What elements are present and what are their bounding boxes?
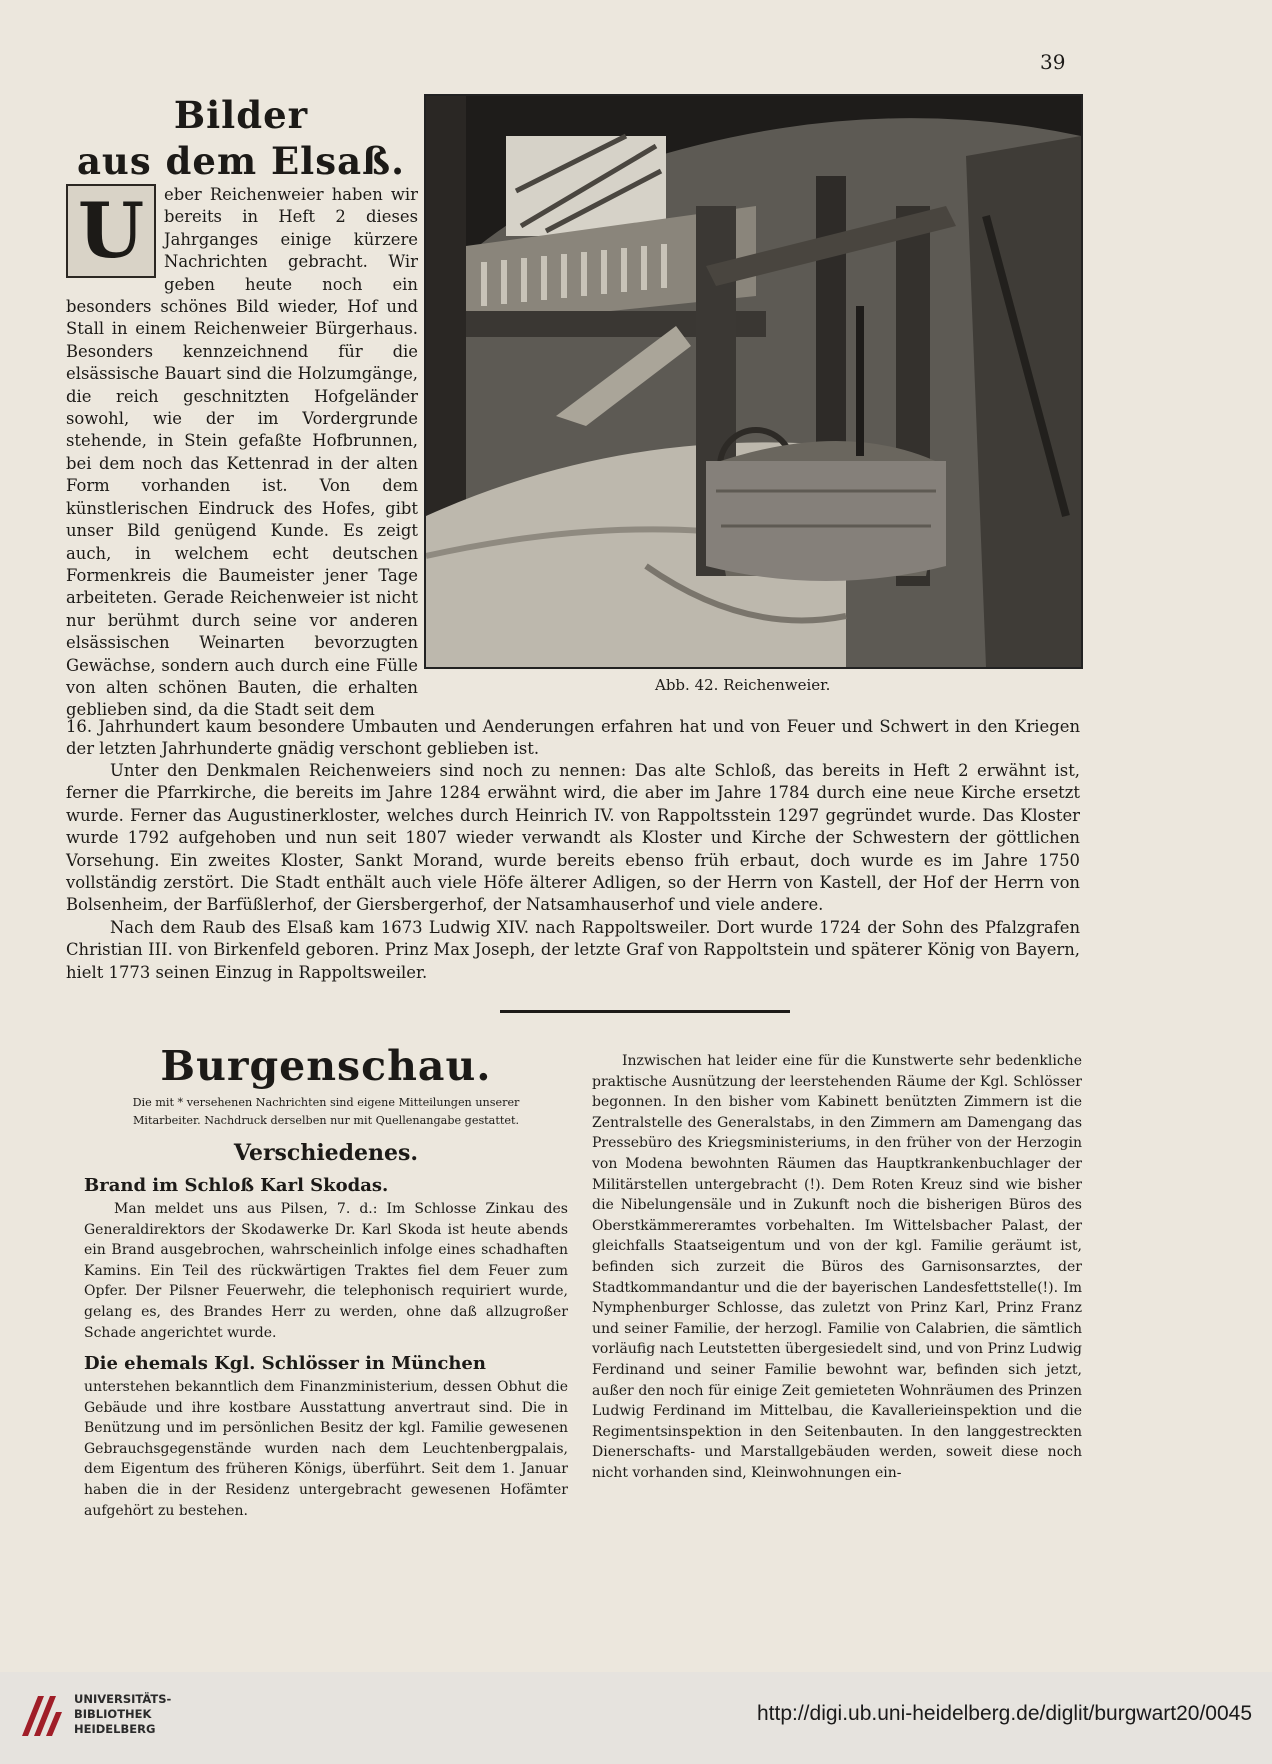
subsection-title: Verschiedenes. xyxy=(233,1140,419,1166)
news-text-2: unterstehen bekanntlich dem Finanzministerium, dessen Obhut die Gebäude und ihre kostbare Ausstattung anvertraut sind. Die in Benützung und im persönlichen Besitz der kgl. Familie gewesenen Gebrauchsgegenstände wurden nach dem Leuchtenbergpalais, dem Eigentum des früheren Königs, überführt. Seit dem 1. Januar haben die in der Residenz untergebracht gewesenen Hofämter aufgehört zu bestehen. xyxy=(84,1379,568,1519)
news-heading-2: Die ehemals Kgl. Schlösser in München xyxy=(84,1353,486,1374)
article-continuation: 16. Jahrhundert kaum besondere Umbauten und Aenderungen erfahren hat und von Feuer und Schwert in den Kriegen der letzten Jahrhunderte gnädig verschont geblieben ist. xyxy=(66,717,1080,759)
article-paragraph-3: Nach dem Raub des Elsaß kam 1673 Ludwig XIV. nach Rappoltsweiler. Dort wurde 1724 der Sohn des Pfalzgrafen Christian III. von Birkenfeld geboren. Prinz Max Joseph, der letzte Graf von Rappoltstein und späterer König von Bayern, hielt 1773 seinen Einzug in Rappoltsweiler. xyxy=(66,918,1080,982)
decorative-initial: U xyxy=(66,184,156,278)
courtyard-photo xyxy=(424,94,1083,669)
article-title-line2: aus dem Elsaß. xyxy=(76,139,406,183)
photo-caption: Abb. 42. Reichenweier. xyxy=(655,676,831,694)
library-name-line2: BIBLIOTHEK xyxy=(74,1707,152,1721)
article-paragraph-2: Unter den Denkmalen Reichenweiers sind noch zu nennen: Das alte Schloß, das bereits in Heft 2 erwähnt ist, ferner die Pfarrkirche, die bereits im Jahre 1284 erwähnt wird, die aber im Jahre 1784 durch eine neue Kirche ersetzt wurde. Ferner das Augustinerkloster, welches durch Heinrich IV. von Rappoltsstein 1297 gegründet wurde. Das Kloster wurde 1792 aufgehoben und nun seit 1807 wieder verwandt als Kloster und Kirche der Schwestern der göttlichen Vorsehung. Ein zweites Kloster, Sankt Morand, wurde bereits ebenso früh erbaut, doch wurde es im Jahre 1750 vollständig zerstört. Die Stadt enthält auch viele Höfe älterer Adligen, so der Herrn von Kastell, der Hof der Herrn von Bolsenheim, der Barfüßlerhof, der Giersbergerhof, der Natsamhauserhof und viele andere. xyxy=(66,761,1080,915)
editorial-note-line1: Die mit * versehenen Nachrichten sind eigene Mitteilungen unserer xyxy=(132,1096,520,1109)
section-divider xyxy=(500,1010,790,1013)
source-url-link[interactable]: http://digi.ub.uni-heidelberg.de/diglit/burgwart20/0045 xyxy=(756,1702,1252,1725)
courtyard-illustration xyxy=(426,96,1081,667)
library-name-line1: UNIVERSITÄTS- xyxy=(74,1692,172,1706)
intro-text: eber Reichenweier haben wir bereits in Heft 2 dieses Jahrganges einige kürzere Nachrichten gebracht. Wir geben heute noch ein besonders schönes Bild wieder, Hof und Stall in einem Reichenweier Bürgerhaus. Besonders kennzeichnend für die elsässische Bauart sind die Holzumgänge, die reich geschnitzten Hofgeländer sowohl, wie der im Vordergrunde stehende, in Stein gefaßte Hofbrunnen, bei dem noch das Kettenrad in der alten Form vorhanden ist. Von dem künstlerischen Eindruck des Hofes, gibt unser Bild genügend Kunde. Es zeigt auch, in welchem echt deutschen Formenkreis die Baumeister jener Tage arbeiteten. Gerade Reichenweier ist nicht nur berühmt durch seine vor anderen elsässischen Weinarten bevorzugten Gewächse, sondern auch durch eine Fülle von alten schönen Bauten, die erhalten geblieben sind, da die Stadt seit dem xyxy=(66,185,418,720)
section-title: Burgenschau. xyxy=(160,1042,492,1090)
news-text-right-column: Inzwischen hat leider eine für die Kunstwerte sehr bedenkliche praktische Ausnützung der leerstehenden Räume der Kgl. Schlösser begonnen. In den bisher vom Kabinett benützten Zimmern ist die Zentralstelle des Generalstabs, in den Zimmern am Damengang das Pressebüro des Kriegsministeriums, in den früher von der Herzogin von Modena bewohnten Räumen das Hauptkrankenbuchlager der Militärstellen untergebracht (!). Dem Roten Kreuz sind wie bisher die Nibelungensäle und in Zukunft noch die bisherigen Büros des Oberstkämmereramtes vorbehalten. Im Wittelsbacher Palast, der gleichfalls Staatseigentum und von der kgl. Familie geräumt ist, befinden sich zurzeit die Büros des Garnisonsarztes, der Stadtkommandantur und die der bayerischen Landesfettstelle(!). Im Nymphenburger Schlosse, das zuletzt von Prinz Karl, Prinz Franz und seiner Familie, der herzogl. Familie von Calabrien, die sämtlich vorläufig nach Leutstetten übergesiedelt sind, und von Prinz Ludwig Ferdinand und seiner Familie bewohnt war, befinden sich jetzt, außer den noch für einige Zeit gemieteten Wohnräumen des Prinzen Ludwig Ferdinand im Mittelbau, die Kavallerieinspektion und die Regimentsinspektion in den Seitenbauten. In den langgestreckten Dienerschafts- und Marstallgebäuden werden, soweit diese noch nicht vorhanden sind, Kleinwohnungen ein- xyxy=(592,1053,1082,1481)
library-footer xyxy=(0,1672,1272,1764)
news-heading-1: Brand im Schloß Karl Skodas. xyxy=(84,1175,389,1196)
article-title xyxy=(66,92,416,184)
news-text-1: Man meldet uns aus Pilsen, 7. d.: Im Schlosse Zinkau des Generaldirektors der Skodawerke Dr. Karl Skoda ist heute abends ein Brand ausgebrochen, wahrscheinlich infolge eines schadhaften Kamins. Ein Teil des rückwärtigen Traktes fiel dem Feuer zum Opfer. Der Pilsner Feuerwehr, die telephonisch requiriert wurde, gelang es, des Brandes Herr zu werden, ohne daß allzugroßer Schade angerichtet wurde. xyxy=(84,1201,568,1341)
article-intro xyxy=(66,184,418,722)
editorial-note-line2: Mitarbeiter. Nachdruck derselben nur mit Quellenangabe gestattet. xyxy=(132,1114,520,1127)
article-title-line1: Bilder xyxy=(173,93,309,137)
library-name xyxy=(74,1692,171,1737)
library-logo-icon xyxy=(12,1688,68,1744)
editorial-note xyxy=(66,1094,586,1130)
library-name-line3: HEIDELBERG xyxy=(74,1722,156,1736)
page-number: 39 xyxy=(1040,50,1066,74)
